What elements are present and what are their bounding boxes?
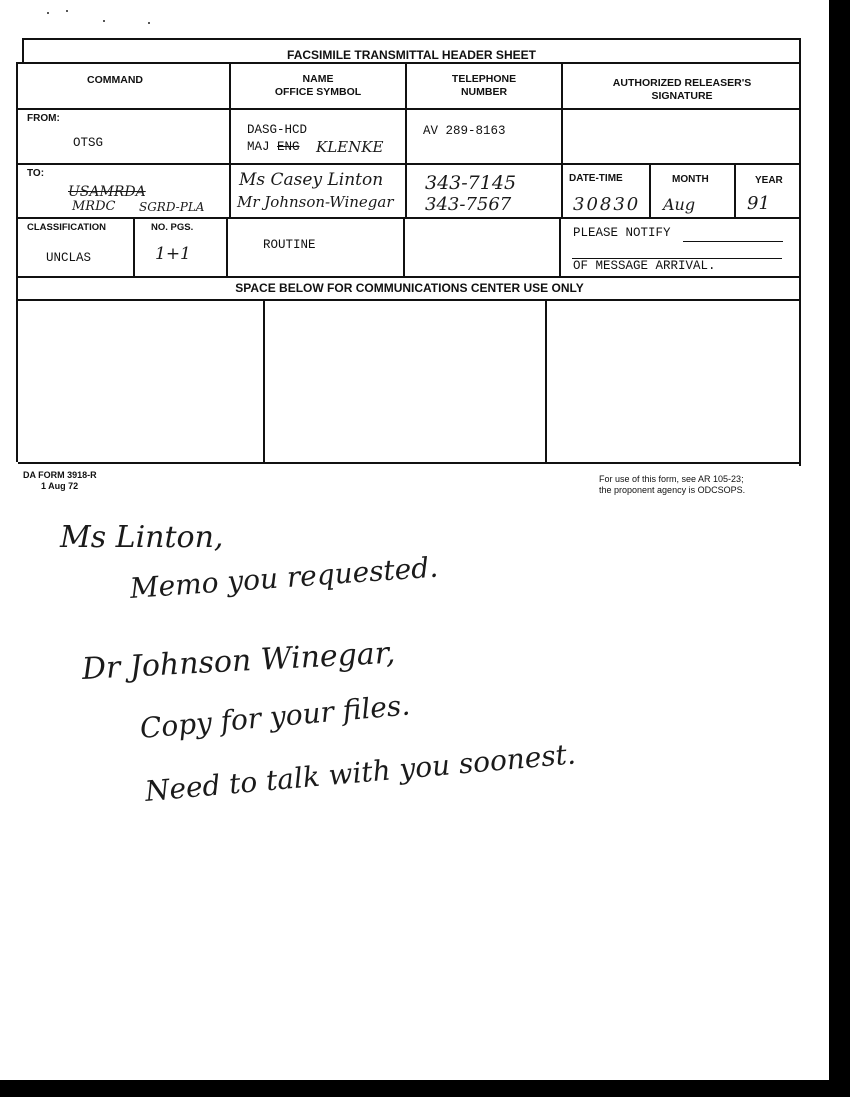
- precedence-value: ROUTINE: [263, 238, 316, 252]
- from-command: OTSG: [73, 136, 104, 150]
- column-header-signature-line2: SIGNATURE: [651, 90, 713, 102]
- to-label: TO:: [27, 168, 45, 179]
- datetime-label: DATE-TIME: [569, 173, 623, 184]
- column-header-command: COMMAND: [87, 74, 143, 86]
- form-number-text: DA FORM 3918-R: [23, 470, 97, 480]
- form-reference-line2: the proponent agency is ODCSOPS.: [599, 485, 746, 495]
- scan-edge-bottom: [0, 1080, 850, 1097]
- form-reference: [599, 474, 745, 496]
- to-telephone-line1: 343-7145: [425, 172, 517, 194]
- scan-speck: [47, 12, 49, 14]
- notify-line1: PLEASE NOTIFY: [573, 226, 671, 240]
- note-line2: Memo you requested.: [128, 550, 440, 605]
- scan-speck: [148, 22, 150, 24]
- to-telephone-line2: 343-7567: [425, 194, 512, 215]
- scan-speck: [103, 20, 105, 22]
- notify-line2: OF MESSAGE ARRIVAL.: [573, 259, 716, 273]
- datetime-value: 30830: [573, 194, 641, 215]
- to-name-line1: Ms Casey Linton: [239, 170, 384, 190]
- classification-label: CLASSIFICATION: [27, 222, 106, 233]
- form-reference-line1: For use of this form, see AR 105-23;: [599, 474, 744, 484]
- pages-value: 1+1: [155, 244, 191, 264]
- to-command-extra: SGRD-PLA: [139, 200, 205, 214]
- column-header-telephone-line1: TELEPHONE: [451, 73, 517, 85]
- form-title: FACSIMILE TRANSMITTAL HEADER SHEET: [287, 48, 536, 62]
- from-name-prefix: MAJ: [247, 140, 270, 154]
- comm-center-title: SPACE BELOW FOR COMMUNICATIONS CENTER USE ONLY: [235, 281, 584, 295]
- note-line3: Dr Johnson Winegar,: [81, 635, 397, 687]
- pages-label: NO. PGS.: [151, 222, 194, 233]
- scan-edge-right: [829, 0, 850, 1097]
- column-header-signature-line1: AUTHORIZED RELEASER'S: [612, 77, 752, 89]
- form-date: 1 Aug 72: [41, 481, 79, 491]
- column-header-signature: [563, 77, 801, 103]
- month-label: MONTH: [672, 174, 709, 185]
- month-value: Aug: [663, 195, 696, 214]
- column-header-name-line1: NAME: [302, 73, 334, 85]
- from-name-handwritten: KLENKE: [316, 138, 384, 156]
- from-name-struck: ENG: [277, 140, 300, 154]
- to-command-line1: USAMRDA: [68, 184, 146, 200]
- column-header-name: [231, 73, 405, 99]
- to-name-line2: Mr Johnson-Winegar: [237, 193, 394, 211]
- column-header-telephone-line2: NUMBER: [460, 86, 508, 98]
- year-label: YEAR: [755, 175, 783, 186]
- from-label: FROM:: [27, 113, 60, 124]
- note-line4: Copy for your files.: [138, 688, 412, 745]
- note-line1: Ms Linton,: [60, 520, 224, 555]
- column-header-name-line2: OFFICE SYMBOL: [274, 86, 362, 98]
- from-telephone: AV 289-8163: [423, 124, 506, 138]
- to-command-line2: MRDC: [72, 199, 116, 214]
- classification-value: UNCLAS: [46, 251, 92, 265]
- form-number: [23, 470, 97, 492]
- from-name: [247, 140, 300, 154]
- column-header-telephone: [407, 73, 561, 99]
- from-office-symbol: DASG-HCD: [247, 123, 308, 137]
- note-line5: Need to talk with you soonest.: [143, 737, 577, 808]
- year-value: 91: [747, 193, 770, 214]
- scan-speck: [66, 10, 68, 12]
